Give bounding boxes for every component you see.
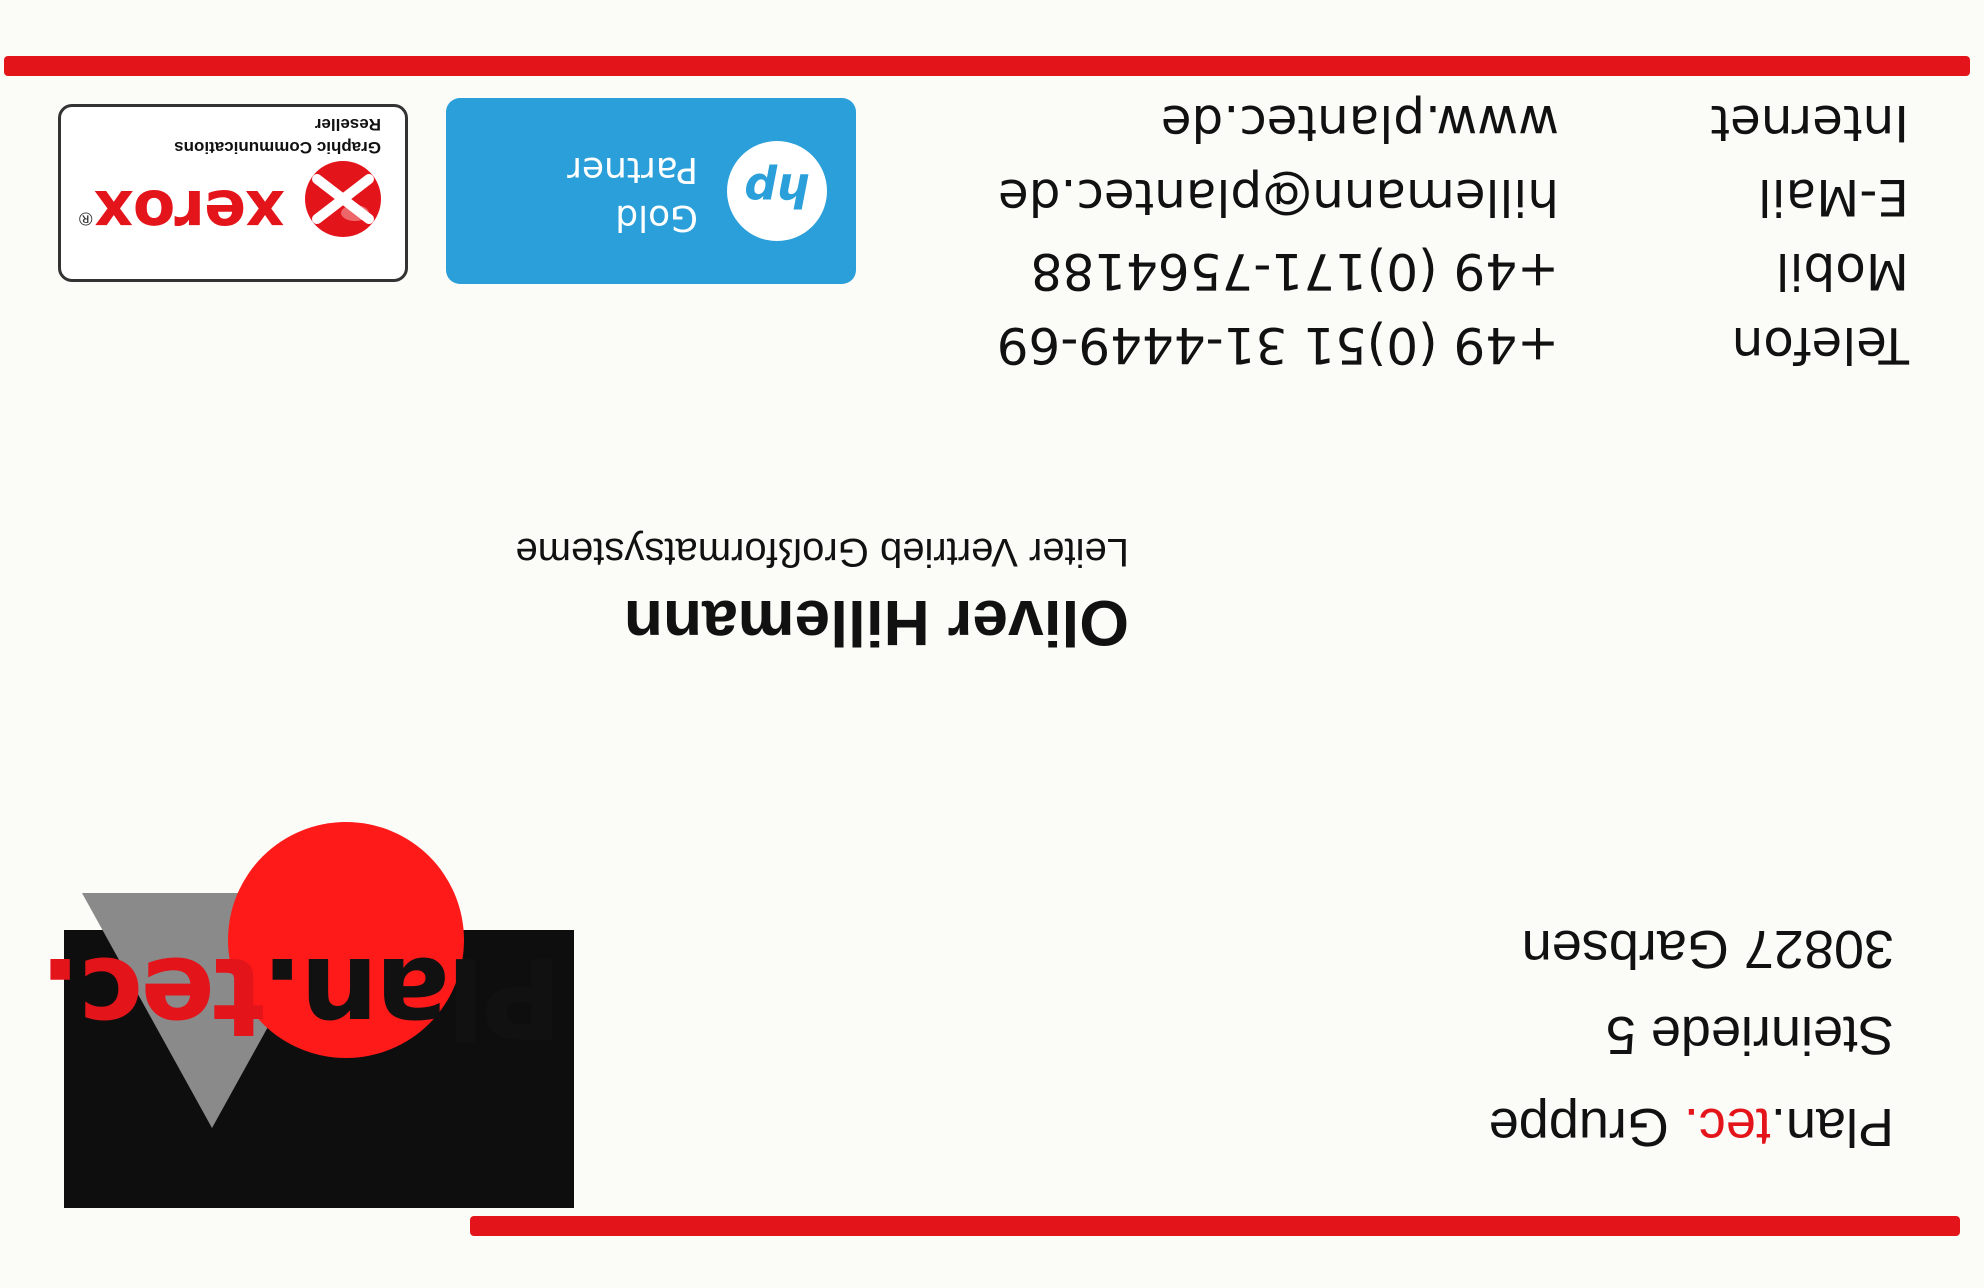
- xerox-reseller-badge: [58, 104, 408, 282]
- mobile-value: +49 (0)171-7564188: [1030, 242, 1559, 300]
- email-label: E-Mail: [1757, 168, 1909, 226]
- top-red-rule: [470, 1216, 1960, 1236]
- xerox-sphere-icon: [303, 159, 383, 239]
- svg-text:hp: hp: [744, 163, 810, 217]
- xerox-line2: Reseller: [314, 115, 381, 134]
- hp-gold-partner-badge: [446, 98, 856, 284]
- phone-value: +49 (0)51 31-4449-69: [996, 316, 1559, 374]
- phone-label: Telefon: [1731, 316, 1909, 374]
- company-name-suffix: Gruppe: [1488, 1097, 1684, 1157]
- hp-partner-text: Partner: [567, 149, 698, 190]
- xerox-wordmark: [77, 176, 285, 249]
- web-value: www.plantec.de: [1160, 94, 1559, 152]
- hp-logo-icon: [724, 138, 830, 244]
- xerox-registered-mark: ®: [77, 207, 95, 229]
- email-value: hillemann@plantec.de: [997, 168, 1559, 226]
- wordmark-accent: tec.: [42, 933, 265, 1061]
- bottom-red-rule: [4, 56, 1970, 76]
- xerox-wordmark-text: xerox: [94, 176, 285, 249]
- hp-gold-text: Gold: [615, 197, 698, 238]
- company-name-accent: tec.: [1683, 1097, 1771, 1157]
- street-address: Steinriede 5: [1605, 1005, 1894, 1065]
- person-title: Leiter Vertrieb Großformatsysteme: [515, 530, 1129, 574]
- xerox-line1: Graphic Communications: [174, 138, 381, 157]
- company-name: [1488, 1097, 1894, 1157]
- plantec-logo: [14, 808, 574, 1208]
- company-name-main: Plan.: [1770, 1097, 1894, 1157]
- wordmark-main: Plan.: [264, 933, 562, 1061]
- mobile-label: Mobil: [1775, 242, 1909, 300]
- plantec-wordmark: [42, 933, 562, 1061]
- web-label: Internet: [1710, 94, 1909, 152]
- city-address: 30827 Garbsen: [1521, 919, 1894, 979]
- person-name: Oliver Hillemann: [623, 587, 1129, 659]
